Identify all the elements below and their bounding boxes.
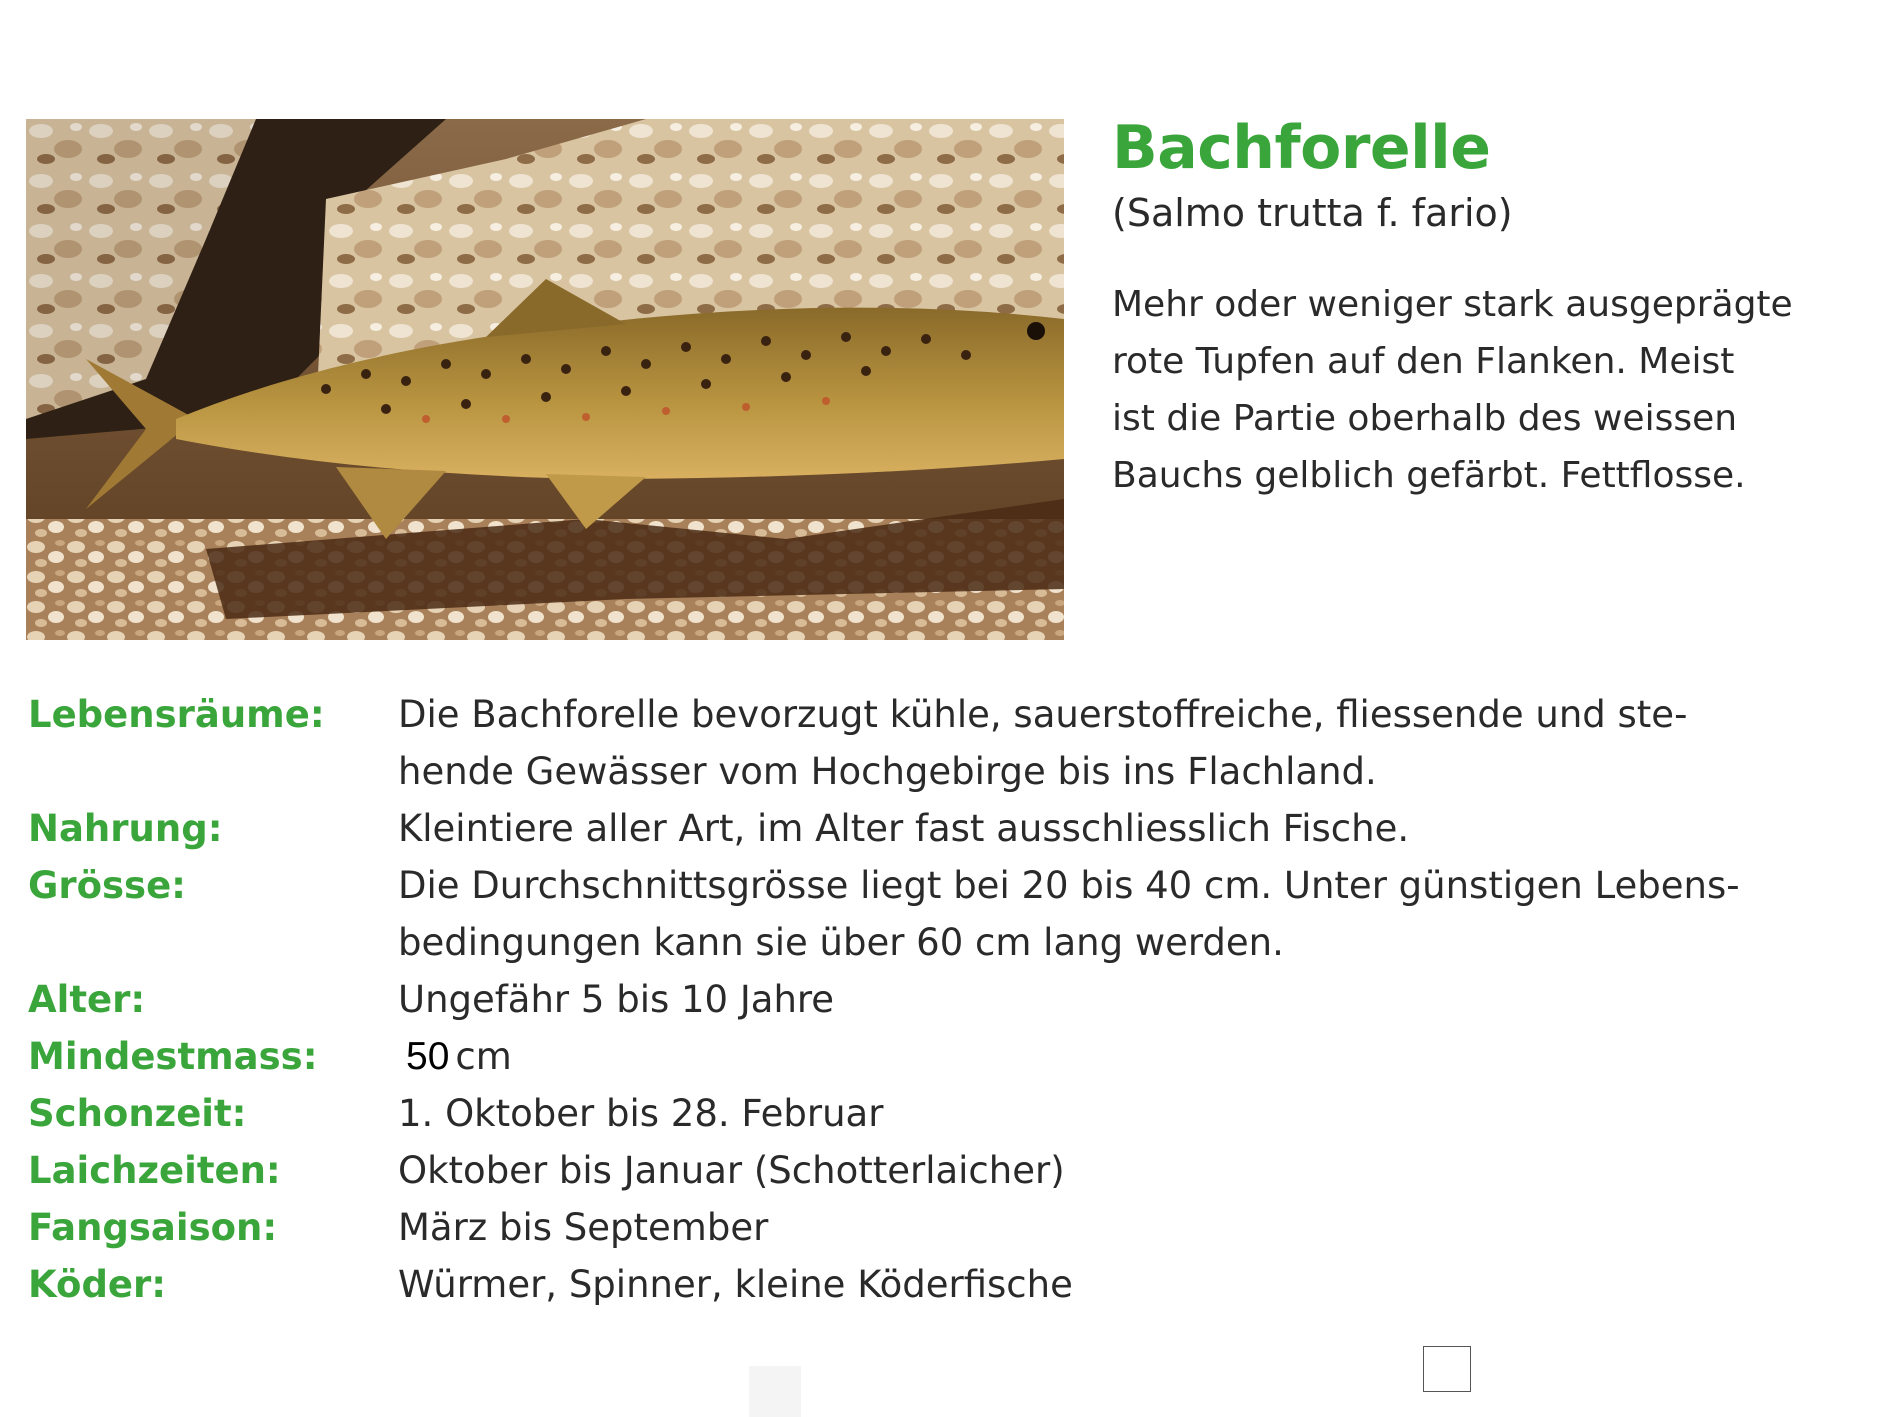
trout-illustration [26, 119, 1064, 640]
fact-label: Alter: [28, 978, 146, 1021]
fact-value: Die Bachforelle bevorzugt kühle, sauerstoffreiche, fliessende und ste- hende Gewässer vom Hochgebirge bis ins Flachland. [398, 693, 1688, 793]
minimum-size-number: 50 [406, 1035, 450, 1078]
facts-table [28, 686, 1878, 1313]
fish-title: Bachforelle [1112, 113, 1491, 183]
minimum-size-unit: cm [455, 1035, 512, 1078]
latin-name: (Salmo trutta f. fario) [1112, 191, 1513, 235]
fact-row-laichzeiten [28, 1142, 1878, 1199]
fact-label: Mindestmass: [28, 1035, 318, 1078]
fact-row-fangsaison [28, 1199, 1878, 1256]
fact-row-lebensraeume [28, 686, 1878, 800]
fact-row-nahrung [28, 800, 1878, 857]
fact-label: Lebensräume: [28, 693, 325, 736]
fact-value: März bis September [398, 1206, 769, 1249]
fact-value: Oktober bis Januar (Schotterlaicher) [398, 1149, 1065, 1192]
faint-placeholder-box [749, 1366, 801, 1417]
fact-row-alter [28, 971, 1878, 1028]
fish-description: Mehr oder weniger stark ausgeprägte rote Tupfen auf den Flanken. Meist ist die Partie oberhalb des weissen Bauchs gelblich gefärbt. Fettflosse. [1112, 284, 1793, 496]
fact-row-koeder [28, 1256, 1878, 1313]
fact-label: Nahrung: [28, 807, 223, 850]
fact-value: Die Durchschnittsgrösse liegt bei 20 bis 40 cm. Unter günstigen Lebens- bedingungen kann sie über 60 cm lang werden. [398, 864, 1740, 964]
trout-photo [26, 119, 1064, 640]
fact-row-schonzeit [28, 1085, 1878, 1142]
fact-value: Kleintiere aller Art, im Alter fast ausschliesslich Fische. [398, 807, 1410, 850]
fact-value: Würmer, Spinner, kleine Köderfische [398, 1263, 1073, 1306]
fact-value: 1. Oktober bis 28. Februar [398, 1092, 884, 1135]
fact-row-groesse [28, 857, 1878, 971]
fact-label: Laichzeiten: [28, 1149, 281, 1192]
fact-row-mindestmass [28, 1028, 1878, 1085]
fact-value-mindestmass [398, 1028, 1878, 1085]
fact-value: Ungefähr 5 bis 10 Jahre [398, 978, 835, 1021]
fact-label: Schonzeit: [28, 1092, 247, 1135]
fact-label: Köder: [28, 1263, 167, 1306]
empty-checkbox[interactable] [1423, 1346, 1471, 1392]
fact-label: Fangsaison: [28, 1206, 278, 1249]
fact-label: Grösse: [28, 864, 186, 907]
